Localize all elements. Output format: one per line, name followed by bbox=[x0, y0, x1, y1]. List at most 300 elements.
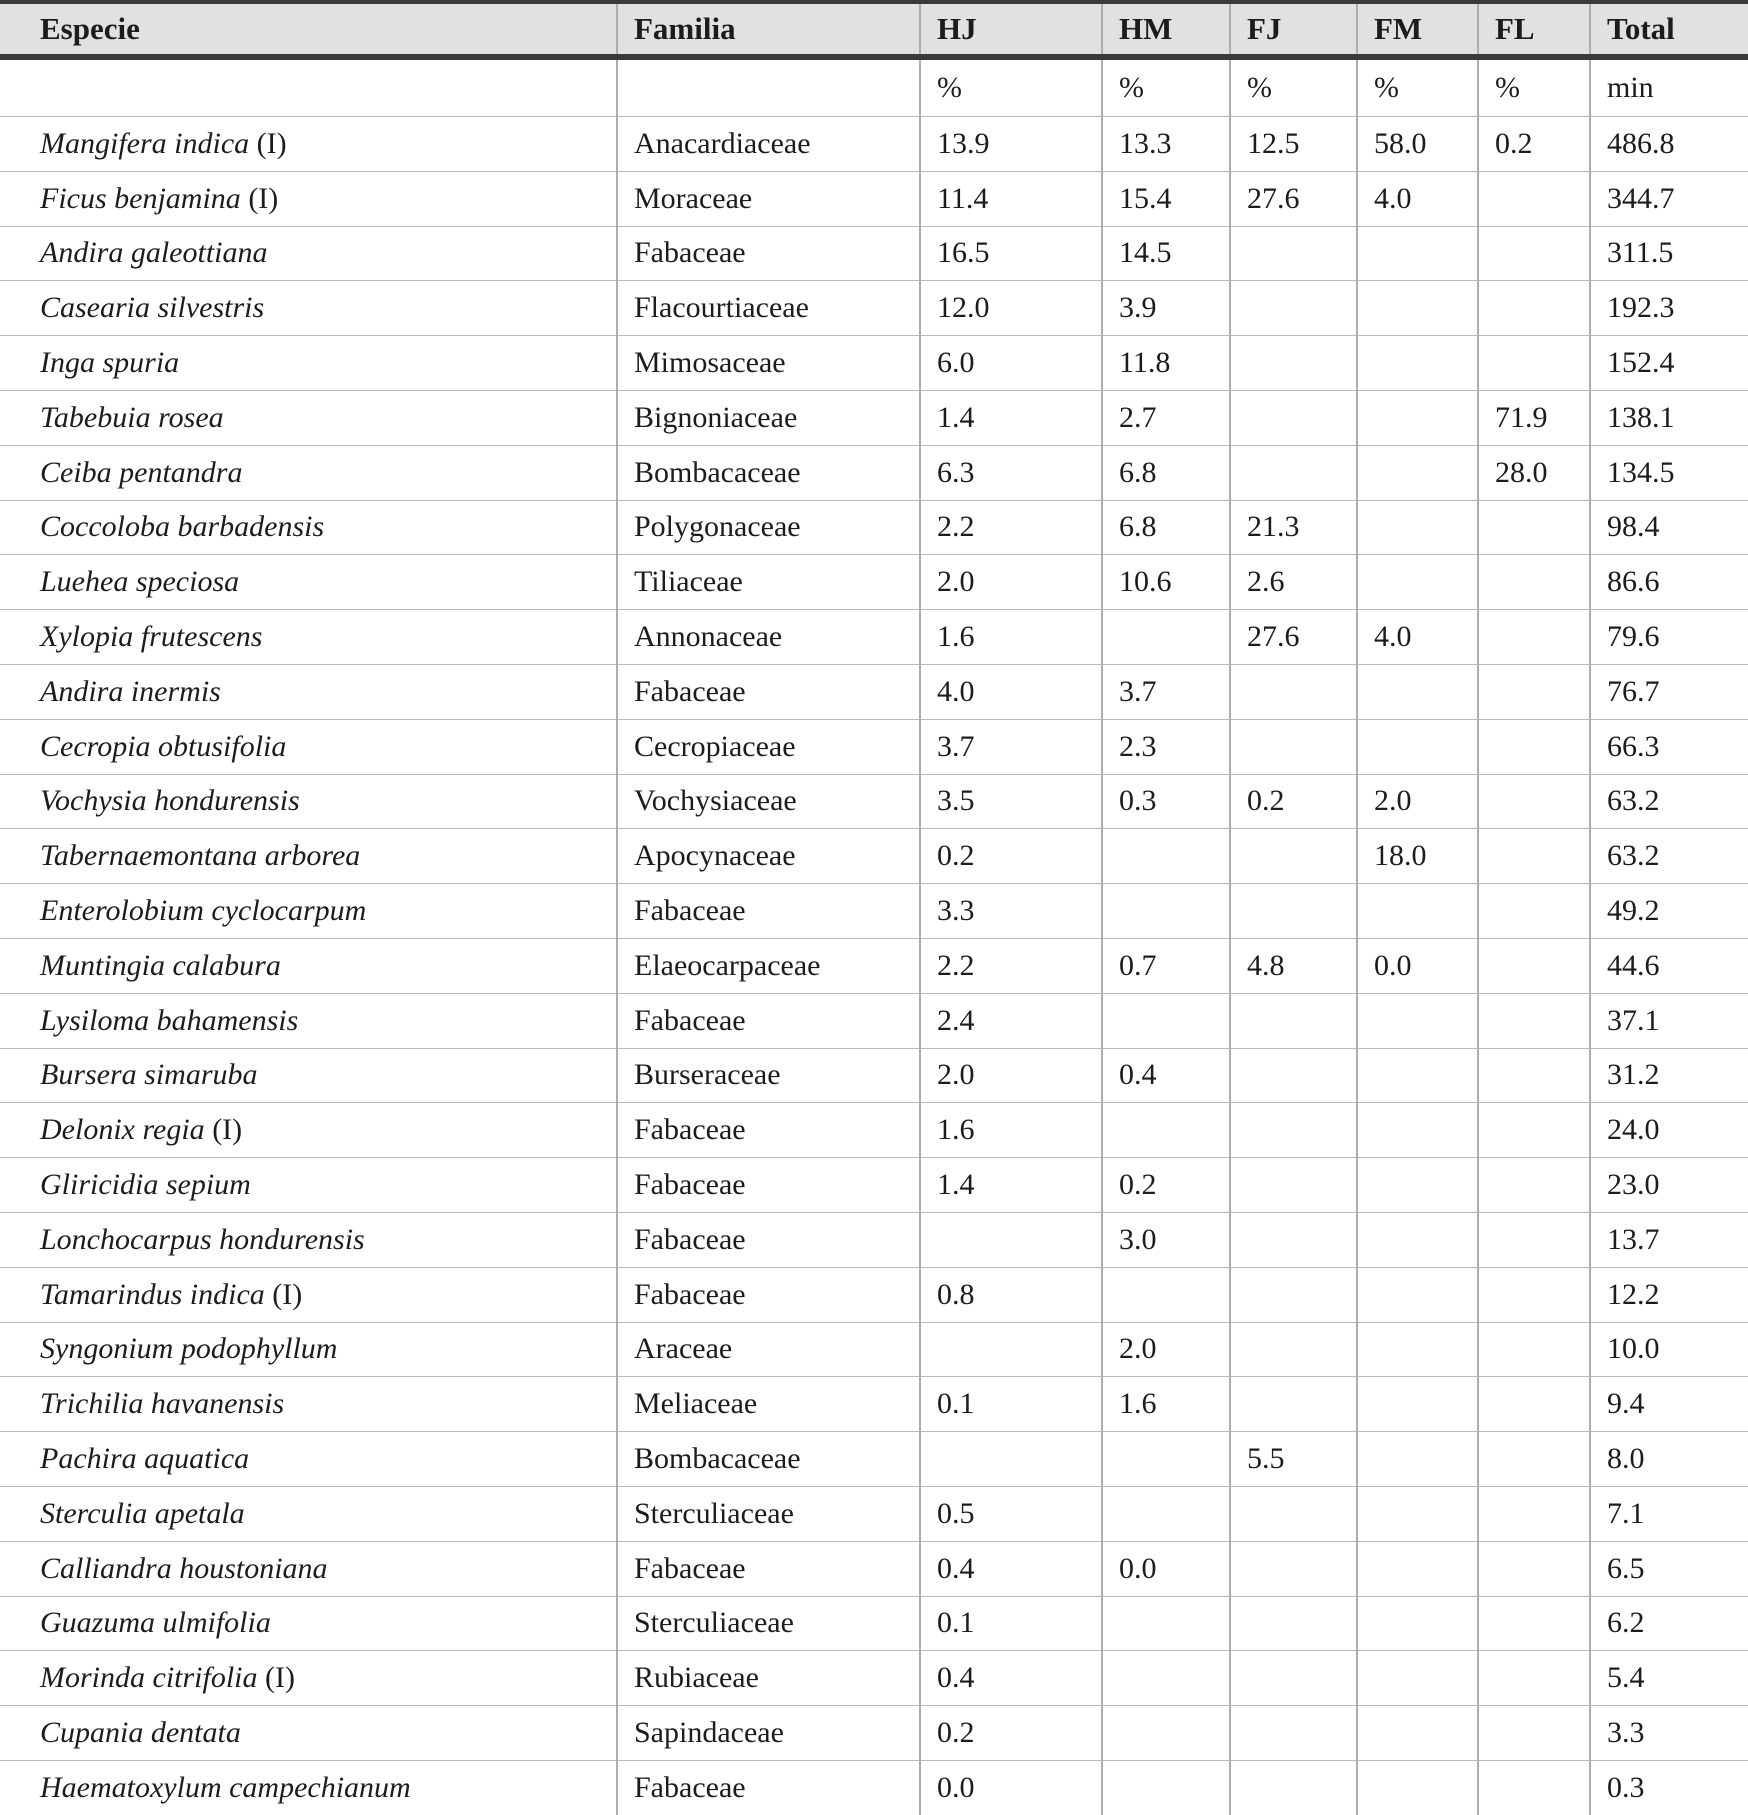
cell-fl: 71.9 bbox=[1478, 390, 1590, 445]
species-cell bbox=[0, 719, 617, 774]
family-cell: Elaeocarpaceae bbox=[617, 938, 920, 993]
cell-fl bbox=[1478, 1651, 1590, 1706]
family-cell: Cecropiaceae bbox=[617, 719, 920, 774]
family-cell: Araceae bbox=[617, 1322, 920, 1377]
species-cell bbox=[0, 1377, 617, 1432]
cell-fj bbox=[1230, 1377, 1357, 1432]
unit-cell-especie bbox=[0, 57, 617, 117]
cell-hm: 13.3 bbox=[1102, 117, 1230, 172]
cell-fj bbox=[1230, 281, 1357, 336]
cell-fl bbox=[1478, 1377, 1590, 1432]
cell-fm bbox=[1357, 1541, 1478, 1596]
unit-cell-hj: % bbox=[920, 57, 1102, 117]
cell-fj bbox=[1230, 664, 1357, 719]
column-header-familia: Familia bbox=[617, 2, 920, 57]
header-row bbox=[0, 2, 1748, 57]
cell-total: 311.5 bbox=[1590, 226, 1748, 281]
cell-hj: 0.0 bbox=[920, 1760, 1102, 1814]
cell-total: 13.7 bbox=[1590, 1212, 1748, 1267]
species-cell bbox=[0, 993, 617, 1048]
cell-fj: 5.5 bbox=[1230, 1432, 1357, 1487]
cell-fl bbox=[1478, 664, 1590, 719]
cell-total: 9.4 bbox=[1590, 1377, 1748, 1432]
cell-total: 0.3 bbox=[1590, 1760, 1748, 1814]
cell-total: 6.2 bbox=[1590, 1596, 1748, 1651]
table-body bbox=[0, 57, 1748, 1815]
cell-hj: 0.4 bbox=[920, 1651, 1102, 1706]
family-cell: Rubiaceae bbox=[617, 1651, 920, 1706]
species-name: Delonix regia bbox=[40, 1113, 205, 1147]
species-cell bbox=[0, 1596, 617, 1651]
cell-hm: 6.8 bbox=[1102, 445, 1230, 500]
cell-fl bbox=[1478, 1706, 1590, 1761]
table-row bbox=[0, 938, 1748, 993]
species-cell bbox=[0, 1212, 617, 1267]
species-cell bbox=[0, 774, 617, 829]
cell-hm: 14.5 bbox=[1102, 226, 1230, 281]
cell-total: 79.6 bbox=[1590, 610, 1748, 665]
cell-fm bbox=[1357, 993, 1478, 1048]
family-cell: Tiliaceae bbox=[617, 555, 920, 610]
column-header-total: Total bbox=[1590, 2, 1748, 57]
cell-fm: 4.0 bbox=[1357, 171, 1478, 226]
cell-fl bbox=[1478, 1212, 1590, 1267]
unit-row bbox=[0, 57, 1748, 117]
column-header-fj: FJ bbox=[1230, 2, 1357, 57]
cell-fl bbox=[1478, 1267, 1590, 1322]
table-header bbox=[0, 2, 1748, 57]
cell-hm: 11.8 bbox=[1102, 336, 1230, 391]
cell-fl bbox=[1478, 1760, 1590, 1814]
cell-hj: 2.2 bbox=[920, 500, 1102, 555]
table-row bbox=[0, 993, 1748, 1048]
species-cell bbox=[0, 555, 617, 610]
cell-hm bbox=[1102, 1706, 1230, 1761]
cell-fm bbox=[1357, 1158, 1478, 1213]
cell-fj bbox=[1230, 719, 1357, 774]
cell-hj: 1.4 bbox=[920, 390, 1102, 445]
table-row bbox=[0, 1322, 1748, 1377]
species-introduced-marker: (I) bbox=[257, 1661, 295, 1695]
species-cell bbox=[0, 226, 617, 281]
family-cell: Vochysiaceae bbox=[617, 774, 920, 829]
cell-total: 134.5 bbox=[1590, 445, 1748, 500]
family-cell: Fabaceae bbox=[617, 1760, 920, 1814]
family-cell: Fabaceae bbox=[617, 1267, 920, 1322]
unit-cell-fj: % bbox=[1230, 57, 1357, 117]
table-row bbox=[0, 719, 1748, 774]
cell-hj: 6.0 bbox=[920, 336, 1102, 391]
cell-hj: 0.5 bbox=[920, 1486, 1102, 1541]
cell-hj: 13.9 bbox=[920, 117, 1102, 172]
family-cell: Mimosaceae bbox=[617, 336, 920, 391]
table-row bbox=[0, 1048, 1748, 1103]
family-cell: Fabaceae bbox=[617, 884, 920, 939]
cell-fm bbox=[1357, 1267, 1478, 1322]
cell-hj: 2.0 bbox=[920, 555, 1102, 610]
species-cell bbox=[0, 938, 617, 993]
table-row bbox=[0, 1103, 1748, 1158]
species-name: Cupania dentata bbox=[40, 1716, 241, 1749]
cell-total: 31.2 bbox=[1590, 1048, 1748, 1103]
cell-hm bbox=[1102, 1432, 1230, 1487]
cell-hj: 0.1 bbox=[920, 1377, 1102, 1432]
cell-fm bbox=[1357, 445, 1478, 500]
family-cell: Sapindaceae bbox=[617, 1706, 920, 1761]
cell-fj bbox=[1230, 390, 1357, 445]
species-name: Lysiloma bahamensis bbox=[40, 1003, 299, 1037]
table-row bbox=[0, 1596, 1748, 1651]
table-row bbox=[0, 500, 1748, 555]
cell-fm bbox=[1357, 1486, 1478, 1541]
cell-hm: 0.4 bbox=[1102, 1048, 1230, 1103]
cell-hj: 0.2 bbox=[920, 829, 1102, 884]
family-cell: Fabaceae bbox=[617, 1541, 920, 1596]
cell-hj: 6.3 bbox=[920, 445, 1102, 500]
species-cell bbox=[0, 1048, 617, 1103]
species-name: Tabebuia rosea bbox=[40, 400, 224, 434]
table-row bbox=[0, 171, 1748, 226]
species-name: Andira galeottiana bbox=[40, 236, 268, 270]
species-cell bbox=[0, 500, 617, 555]
cell-total: 44.6 bbox=[1590, 938, 1748, 993]
cell-hj: 3.5 bbox=[920, 774, 1102, 829]
cell-hj: 11.4 bbox=[920, 171, 1102, 226]
cell-total: 12.2 bbox=[1590, 1267, 1748, 1322]
cell-total: 152.4 bbox=[1590, 336, 1748, 391]
cell-fj bbox=[1230, 1158, 1357, 1213]
species-name: Luehea speciosa bbox=[40, 565, 240, 599]
cell-fm: 18.0 bbox=[1357, 829, 1478, 884]
cell-fm bbox=[1357, 336, 1478, 391]
table-row bbox=[0, 336, 1748, 391]
cell-hj bbox=[920, 1212, 1102, 1267]
table-row bbox=[0, 1432, 1748, 1487]
cell-fl: 0.2 bbox=[1478, 117, 1590, 172]
cell-fm bbox=[1357, 664, 1478, 719]
species-name: Vochysia hondurensis bbox=[40, 784, 300, 818]
cell-fl bbox=[1478, 1486, 1590, 1541]
cell-hj bbox=[920, 1432, 1102, 1487]
table-row bbox=[0, 664, 1748, 719]
cell-fj bbox=[1230, 1322, 1357, 1377]
cell-fm bbox=[1357, 1651, 1478, 1706]
family-cell: Fabaceae bbox=[617, 226, 920, 281]
cell-total: 23.0 bbox=[1590, 1158, 1748, 1213]
species-introduced-marker: (I) bbox=[249, 126, 287, 160]
cell-total: 76.7 bbox=[1590, 664, 1748, 719]
family-cell: Annonaceae bbox=[617, 610, 920, 665]
species-name: Andira inermis bbox=[40, 674, 221, 708]
species-name: Tamarindus indica bbox=[40, 1277, 265, 1311]
species-name: Gliricidia sepium bbox=[40, 1168, 251, 1202]
species-name: Sterculia apetala bbox=[40, 1496, 245, 1530]
cell-fj: 2.6 bbox=[1230, 555, 1357, 610]
species-cell bbox=[0, 281, 617, 336]
cell-hm: 3.0 bbox=[1102, 1212, 1230, 1267]
cell-fl bbox=[1478, 610, 1590, 665]
cell-total: 37.1 bbox=[1590, 993, 1748, 1048]
family-cell: Bombacaceae bbox=[617, 445, 920, 500]
cell-fm bbox=[1357, 555, 1478, 610]
table-row bbox=[0, 884, 1748, 939]
cell-fj bbox=[1230, 445, 1357, 500]
cell-hj: 4.0 bbox=[920, 664, 1102, 719]
cell-fm bbox=[1357, 1212, 1478, 1267]
unit-cell-familia bbox=[617, 57, 920, 117]
species-cell bbox=[0, 171, 617, 226]
species-name: Ficus benjamina bbox=[40, 181, 241, 215]
cell-fl bbox=[1478, 336, 1590, 391]
cell-fm bbox=[1357, 1432, 1478, 1487]
cell-hm: 1.6 bbox=[1102, 1377, 1230, 1432]
species-cell bbox=[0, 1432, 617, 1487]
table-row bbox=[0, 1212, 1748, 1267]
cell-fj bbox=[1230, 1486, 1357, 1541]
species-cell bbox=[0, 1267, 617, 1322]
cell-total: 86.6 bbox=[1590, 555, 1748, 610]
cell-hj bbox=[920, 1322, 1102, 1377]
species-name: Enterolobium cyclocarpum bbox=[40, 894, 367, 928]
cell-hj: 0.4 bbox=[920, 1541, 1102, 1596]
family-cell: Fabaceae bbox=[617, 1158, 920, 1213]
cell-fj: 21.3 bbox=[1230, 500, 1357, 555]
table-row bbox=[0, 555, 1748, 610]
unit-cell-fm: % bbox=[1357, 57, 1478, 117]
table-row bbox=[0, 1760, 1748, 1814]
cell-fl bbox=[1478, 938, 1590, 993]
cell-fj bbox=[1230, 829, 1357, 884]
unit-cell-hm: % bbox=[1102, 57, 1230, 117]
cell-fl bbox=[1478, 1322, 1590, 1377]
family-cell: Meliaceae bbox=[617, 1377, 920, 1432]
cell-fl bbox=[1478, 1432, 1590, 1487]
cell-total: 98.4 bbox=[1590, 500, 1748, 555]
cell-hj: 3.3 bbox=[920, 884, 1102, 939]
species-cell bbox=[0, 1706, 617, 1761]
species-name: Calliandra houstoniana bbox=[40, 1551, 328, 1585]
species-cell bbox=[0, 1486, 617, 1541]
cell-total: 344.7 bbox=[1590, 171, 1748, 226]
table-row bbox=[0, 281, 1748, 336]
cell-hj: 2.2 bbox=[920, 938, 1102, 993]
family-cell: Bignoniaceae bbox=[617, 390, 920, 445]
cell-hm bbox=[1102, 1651, 1230, 1706]
table-row bbox=[0, 1706, 1748, 1761]
table-row bbox=[0, 1486, 1748, 1541]
cell-fj bbox=[1230, 1212, 1357, 1267]
column-header-especie: Especie bbox=[0, 2, 617, 57]
cell-fj bbox=[1230, 1596, 1357, 1651]
species-name: Xylopia frutescens bbox=[40, 620, 263, 654]
cell-hj: 0.8 bbox=[920, 1267, 1102, 1322]
table-row bbox=[0, 829, 1748, 884]
cell-fm bbox=[1357, 390, 1478, 445]
cell-fl bbox=[1478, 171, 1590, 226]
species-cell bbox=[0, 664, 617, 719]
cell-fl bbox=[1478, 555, 1590, 610]
cell-fm bbox=[1357, 281, 1478, 336]
cell-fl: 28.0 bbox=[1478, 445, 1590, 500]
cell-hj: 3.7 bbox=[920, 719, 1102, 774]
cell-fj: 4.8 bbox=[1230, 938, 1357, 993]
cell-hm: 10.6 bbox=[1102, 555, 1230, 610]
cell-fl bbox=[1478, 1158, 1590, 1213]
cell-hm: 2.3 bbox=[1102, 719, 1230, 774]
cell-hj: 1.4 bbox=[920, 1158, 1102, 1213]
species-cell bbox=[0, 884, 617, 939]
table-row bbox=[0, 1267, 1748, 1322]
species-name: Bursera simaruba bbox=[40, 1058, 258, 1092]
cell-hm bbox=[1102, 993, 1230, 1048]
cell-hm: 6.8 bbox=[1102, 500, 1230, 555]
cell-hm bbox=[1102, 884, 1230, 939]
cell-total: 10.0 bbox=[1590, 1322, 1748, 1377]
species-name: Coccoloba barbadensis bbox=[40, 510, 325, 544]
species-name: Lonchocarpus hondurensis bbox=[40, 1222, 365, 1256]
cell-hm: 3.7 bbox=[1102, 664, 1230, 719]
species-name: Trichilia havanensis bbox=[40, 1387, 285, 1421]
column-header-fm: FM bbox=[1357, 2, 1478, 57]
cell-hm: 0.3 bbox=[1102, 774, 1230, 829]
cell-hm: 0.2 bbox=[1102, 1158, 1230, 1213]
cell-hj: 0.2 bbox=[920, 1706, 1102, 1761]
cell-hm: 3.9 bbox=[1102, 281, 1230, 336]
family-cell: Flacourtiaceae bbox=[617, 281, 920, 336]
species-cell bbox=[0, 1158, 617, 1213]
family-cell: Burseraceae bbox=[617, 1048, 920, 1103]
cell-fj bbox=[1230, 336, 1357, 391]
species-cell bbox=[0, 1651, 617, 1706]
cell-hm: 0.7 bbox=[1102, 938, 1230, 993]
cell-hm: 2.0 bbox=[1102, 1322, 1230, 1377]
cell-total: 192.3 bbox=[1590, 281, 1748, 336]
cell-fm bbox=[1357, 1103, 1478, 1158]
species-name: Casearia silvestris bbox=[40, 291, 265, 325]
table-row bbox=[0, 117, 1748, 172]
family-cell: Apocynaceae bbox=[617, 829, 920, 884]
cell-total: 7.1 bbox=[1590, 1486, 1748, 1541]
cell-fm bbox=[1357, 1048, 1478, 1103]
species-cell bbox=[0, 390, 617, 445]
cell-fm: 2.0 bbox=[1357, 774, 1478, 829]
cell-fm bbox=[1357, 1706, 1478, 1761]
cell-fm: 58.0 bbox=[1357, 117, 1478, 172]
species-name: Cecropia obtusifolia bbox=[40, 729, 287, 763]
cell-fj bbox=[1230, 1541, 1357, 1596]
cell-fj: 0.2 bbox=[1230, 774, 1357, 829]
cell-fm bbox=[1357, 1322, 1478, 1377]
cell-fj bbox=[1230, 1103, 1357, 1158]
species-cell bbox=[0, 610, 617, 665]
cell-fm bbox=[1357, 1377, 1478, 1432]
cell-fl bbox=[1478, 1596, 1590, 1651]
cell-fm: 0.0 bbox=[1357, 938, 1478, 993]
cell-fm bbox=[1357, 1596, 1478, 1651]
family-cell: Polygonaceae bbox=[617, 500, 920, 555]
column-header-fl: FL bbox=[1478, 2, 1590, 57]
cell-fj bbox=[1230, 1651, 1357, 1706]
cell-hj: 1.6 bbox=[920, 610, 1102, 665]
cell-fl bbox=[1478, 1541, 1590, 1596]
cell-hm bbox=[1102, 610, 1230, 665]
cell-fj bbox=[1230, 226, 1357, 281]
cell-hm bbox=[1102, 1486, 1230, 1541]
cell-fj bbox=[1230, 1267, 1357, 1322]
column-header-hj: HJ bbox=[920, 2, 1102, 57]
cell-fl bbox=[1478, 1103, 1590, 1158]
family-cell: Bombacaceae bbox=[617, 1432, 920, 1487]
cell-fj bbox=[1230, 1706, 1357, 1761]
cell-total: 24.0 bbox=[1590, 1103, 1748, 1158]
cell-hj: 16.5 bbox=[920, 226, 1102, 281]
cell-hj: 2.0 bbox=[920, 1048, 1102, 1103]
cell-total: 8.0 bbox=[1590, 1432, 1748, 1487]
cell-fm bbox=[1357, 1760, 1478, 1814]
species-name: Mangifera indica bbox=[40, 126, 250, 160]
cell-hm bbox=[1102, 829, 1230, 884]
table-row bbox=[0, 1377, 1748, 1432]
cell-fj: 27.6 bbox=[1230, 171, 1357, 226]
species-name: Tabernaemontana arborea bbox=[40, 839, 361, 873]
species-name: Guazuma ulmifolia bbox=[40, 1606, 271, 1640]
cell-fl bbox=[1478, 829, 1590, 884]
cell-total: 63.2 bbox=[1590, 829, 1748, 884]
cell-hj: 2.4 bbox=[920, 993, 1102, 1048]
cell-hm: 0.0 bbox=[1102, 1541, 1230, 1596]
cell-hm bbox=[1102, 1760, 1230, 1814]
species-cell bbox=[0, 336, 617, 391]
species-name: Haematoxylum campechianum bbox=[40, 1770, 411, 1804]
cell-fl bbox=[1478, 1048, 1590, 1103]
cell-hj: 12.0 bbox=[920, 281, 1102, 336]
cell-fl bbox=[1478, 281, 1590, 336]
cell-hj: 0.1 bbox=[920, 1596, 1102, 1651]
species-cell bbox=[0, 445, 617, 500]
cell-fj bbox=[1230, 1048, 1357, 1103]
species-introduced-marker: (I) bbox=[264, 1277, 303, 1311]
cell-fj bbox=[1230, 1760, 1357, 1814]
family-cell: Fabaceae bbox=[617, 664, 920, 719]
table-row bbox=[0, 1541, 1748, 1596]
table-row bbox=[0, 610, 1748, 665]
cell-total: 66.3 bbox=[1590, 719, 1748, 774]
cell-hm bbox=[1102, 1103, 1230, 1158]
species-cell bbox=[0, 1103, 617, 1158]
table-row bbox=[0, 445, 1748, 500]
family-cell: Moraceae bbox=[617, 171, 920, 226]
table-row bbox=[0, 774, 1748, 829]
species-cell bbox=[0, 117, 617, 172]
cell-fl bbox=[1478, 226, 1590, 281]
cell-fm bbox=[1357, 226, 1478, 281]
cell-fj: 12.5 bbox=[1230, 117, 1357, 172]
family-cell: Sterculiaceae bbox=[617, 1486, 920, 1541]
species-introduced-marker: (I) bbox=[240, 181, 279, 215]
table-row bbox=[0, 390, 1748, 445]
cell-fl bbox=[1478, 719, 1590, 774]
cell-fm bbox=[1357, 500, 1478, 555]
cell-fl bbox=[1478, 774, 1590, 829]
cell-total: 63.2 bbox=[1590, 774, 1748, 829]
table-row bbox=[0, 1651, 1748, 1706]
cell-total: 3.3 bbox=[1590, 1706, 1748, 1761]
family-cell: Fabaceae bbox=[617, 993, 920, 1048]
species-name: Inga spuria bbox=[40, 346, 180, 380]
table-row bbox=[0, 1158, 1748, 1213]
species-name: Ceiba pentandra bbox=[40, 455, 243, 489]
cell-fj: 27.6 bbox=[1230, 610, 1357, 665]
